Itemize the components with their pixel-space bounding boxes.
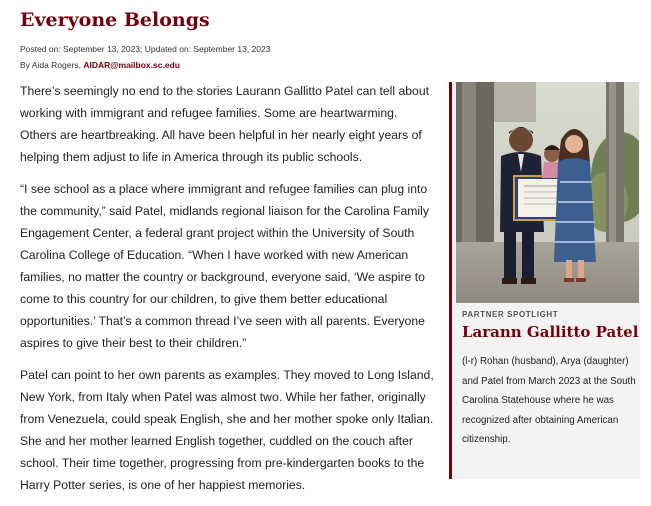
article-paragraph: Patel can point to her own parents as examples. They moved to Long Island, New York, from Italy when Patel was almost two. While her father, originally from Venezuela, could speak English, she and her mother spoke only Italian. She and her mother learned English together, cuddled on the couch after school. Their time together, progressing from pre-kindergarten books to the Harry Potter series, is one of her happiest memories. bbox=[20, 368, 434, 492]
article-paragraph: “I see school as a place where immigrant and refugee families can plug into the community,” said Patel, midlands regional liaison for the Carolina Family Engagement Center, a federal grant project within the University of South Carolina College of Education. “When I have worked with new American families, no matter the country or background, everyone said, ‘We aspire to come to this country for our children, to give them better educational opportunities.’ That’s a common thread I’ve seen with all parents. Everyone aspires to give their best to their children.” bbox=[20, 182, 429, 350]
post-date: Posted on: September 13, 2023; Updated on: September 13, 2023 bbox=[20, 44, 271, 54]
article-title: Everyone Belongs bbox=[20, 9, 210, 31]
byline-author: By Aida Rogers, bbox=[20, 60, 84, 70]
byline bbox=[20, 60, 180, 70]
spotlight-name: Larann Gallitto Patel bbox=[462, 323, 639, 341]
article-paragraph: There’s seemingly no end to the stories Laurann Gallitto Patel can tell about working with immigrant and refugee families. Some are heartwarming. Others are heartbreaking. All have been helpful in her nearly eight years of helping them adjust to life in America through its public schools. bbox=[20, 84, 429, 164]
author-email-link[interactable]: AIDAR@mailbox.sc.edu bbox=[83, 60, 180, 70]
spotlight-photo bbox=[456, 82, 639, 303]
partner-spotlight-sidebar bbox=[449, 82, 640, 479]
family-photo-illustration bbox=[456, 82, 639, 303]
spotlight-kicker: PARTNER SPOTLIGHT bbox=[462, 310, 559, 319]
photo-caption: (l-r) Rohan (husband), Arya (daughter) and Patel from March 2023 at the South Carolina Statehouse where he was recognized after obtaining American citizenship. bbox=[462, 356, 636, 445]
article-body bbox=[20, 80, 435, 506]
